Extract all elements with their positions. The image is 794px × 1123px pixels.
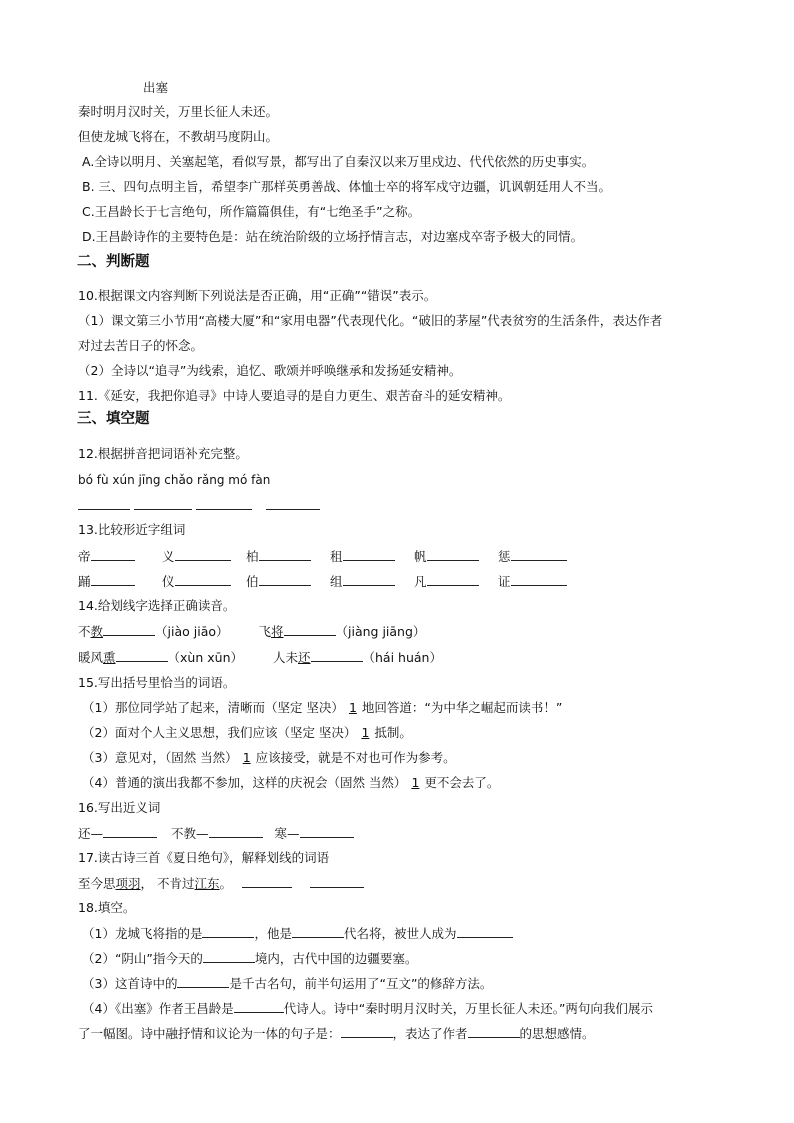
question-13-row-2	[78, 573, 567, 590]
answer-blank[interactable]	[196, 497, 252, 510]
underlined-char: 教	[90, 624, 104, 639]
char: 踊	[78, 574, 91, 589]
reading-options: （hái huán）	[362, 650, 442, 665]
sentence-part: 代名将，被世人成为	[343, 926, 457, 941]
answer-blank[interactable]	[234, 1000, 284, 1013]
underlined-char: 熏	[103, 650, 116, 665]
char: 租	[330, 549, 343, 564]
answer-blank[interactable]	[177, 975, 229, 988]
question-18-3	[82, 975, 492, 992]
word-prefix: 人未	[272, 650, 298, 665]
question-18-5	[78, 1025, 595, 1042]
word-prefix: 暖风	[78, 650, 104, 665]
sentence-part: 地回答道：“为中华之崛起而读书！”	[361, 700, 563, 715]
answer-blank[interactable]	[103, 623, 155, 636]
answer-blank[interactable]	[103, 825, 157, 838]
verse-part: 。	[219, 876, 233, 891]
question-18-4	[82, 1000, 653, 1017]
poem-title: 出塞	[143, 80, 169, 95]
char: 帆	[414, 549, 427, 564]
answer-blank[interactable]	[341, 1025, 393, 1038]
sentence-part: （2）面对个人主义思想，我们应该（坚定 坚决）	[82, 725, 357, 740]
answer-blank[interactable]	[343, 548, 395, 561]
answer-blank[interactable]	[457, 925, 513, 938]
char: 凡	[414, 574, 427, 589]
question-12-pinyin: bó fù xún jīng chǎo rǎng mó fàn	[78, 473, 271, 487]
answer-blank[interactable]	[468, 1025, 520, 1038]
sentence-part: （2）“阴山”指今天的	[82, 951, 203, 966]
question-15-3	[82, 750, 456, 766]
word-label: 不教—	[171, 826, 209, 841]
sentence-part: ，他是	[254, 926, 292, 941]
poem-line-1: 秦时明月汉时关，万里长征人未还。	[78, 104, 279, 119]
answer-blank[interactable]	[310, 875, 364, 888]
sentence-part: 抵制。	[374, 725, 412, 740]
question-14: 14.给划线字选择正确读音。	[78, 598, 236, 613]
answer-blank[interactable]	[300, 825, 354, 838]
underlined-char: 将	[271, 624, 284, 639]
word-label: 还—	[78, 826, 104, 841]
question-10: 10.根据课文内容判断下列说法是否正确，用“正确”“错误”表示。	[78, 288, 437, 303]
answer-mark[interactable]: 1	[242, 750, 251, 765]
sentence-part: （1）龙城飞将指的是	[82, 926, 203, 941]
question-15: 15.写出括号里恰当的词语。	[78, 675, 236, 690]
answer-blank[interactable]	[259, 573, 311, 586]
word-label: 寒—	[274, 826, 300, 841]
sentence-part: ，表达了作者	[392, 1026, 468, 1041]
answer-blank[interactable]	[116, 649, 168, 662]
question-18: 18.填空。	[78, 900, 136, 915]
question-17: 17.读古诗三首《夏日绝句》，解释划线的词语	[78, 850, 330, 865]
sentence-part: 代诗人。诗中“秦时明月汉时关，万里长征人未还。”两句向我们展示	[283, 1001, 653, 1016]
word-prefix: 飞	[258, 624, 271, 639]
question-15-4	[82, 775, 499, 791]
sentence-part: （4）普通的演出我都不参加，这样的庆祝会（固然 当然）	[82, 775, 407, 790]
sentence-part: 的思想感情。	[519, 1026, 595, 1041]
answer-blank[interactable]	[259, 548, 311, 561]
answer-blank[interactable]	[292, 925, 344, 938]
question-12-blanks	[78, 497, 320, 514]
option-d: D.王昌龄诗作的主要特色是：站在统治阶级的立场抒情言志，对边塞戍卒寄予极大的同情。	[82, 229, 584, 244]
question-12: 12.根据拼音把词语补充完整。	[78, 446, 248, 461]
question-14-row-2	[78, 649, 442, 666]
underlined-word: 项羽	[115, 876, 141, 891]
option-b: B. 三、四句点明主旨，希望李广那样英勇善战、体恤士卒的将军戍守边疆，讥讽朝廷用人不当。	[82, 179, 612, 194]
question-16-answers	[78, 825, 354, 842]
question-15-1	[82, 700, 562, 716]
answer-blank[interactable]	[175, 573, 231, 586]
reading-options: （xùn xūn）	[167, 650, 243, 665]
answer-blank[interactable]	[511, 573, 567, 586]
poem-line-2: 但使龙城飞将在，不教胡马度阴山。	[78, 129, 279, 144]
question-15-2	[82, 725, 412, 741]
answer-blank[interactable]	[311, 649, 363, 662]
question-18-2	[82, 950, 417, 967]
char: 证	[498, 574, 511, 589]
answer-mark[interactable]: 1	[411, 775, 420, 790]
sentence-part: （1）那位同学站了起来，清晰而（坚定 坚决）	[82, 700, 344, 715]
verse-part: ， 不肯过	[140, 876, 195, 891]
option-a: A.全诗以明月、关塞起笔，看似写景，都写出了自秦汉以来万里戍边、代代依然的历史事实。	[82, 154, 595, 169]
answer-blank[interactable]	[209, 825, 263, 838]
answer-blank[interactable]	[78, 497, 130, 510]
question-10-2: （2）全诗以“追寻”为线索，追忆、歌颂并呼唤继承和发扬延安精神。	[78, 363, 462, 378]
question-18-1	[82, 925, 513, 942]
char: 组	[330, 574, 343, 589]
sentence-part: 了一幅图。诗中融抒情和议论为一体的句子是：	[78, 1026, 341, 1041]
answer-blank[interactable]	[427, 548, 479, 561]
sentence-part: 应该接受，就是不对也可作为参考。	[255, 750, 456, 765]
char: 义	[162, 549, 175, 564]
question-17-line	[78, 875, 364, 892]
answer-blank[interactable]	[134, 497, 192, 510]
answer-blank[interactable]	[175, 548, 231, 561]
section-title-judgement: 二、判断题	[77, 254, 150, 270]
reading-options: （jiàng jiāng）	[335, 624, 426, 639]
sentence-part: 境内，古代中国的边疆要塞。	[254, 951, 418, 966]
question-11: 11.《延安，我把你追寻》中诗人要追寻的是自力更生、艰苦奋斗的延安精神。	[78, 388, 511, 403]
option-c: C.王昌龄长于七言绝句，所作篇篇俱佳，有“七绝圣手”之称。	[82, 204, 421, 219]
sentence-part: （3）这首诗中的	[82, 976, 178, 991]
question-10-1b: 对过去苦日子的怀念。	[78, 338, 204, 353]
answer-blank[interactable]	[203, 950, 255, 963]
sentence-part: 更不会去了。	[424, 775, 500, 790]
sentence-part: （4）《出塞》作者王昌龄是	[82, 1001, 234, 1016]
answer-blank[interactable]	[511, 548, 567, 561]
char: 伯	[246, 574, 259, 589]
underlined-char: 还	[297, 650, 311, 665]
answer-blank[interactable]	[242, 875, 292, 888]
underlined-word: 江东	[194, 876, 220, 891]
question-10-1a: （1）课文第三小节用“高楼大厦”和“家用电器”代表现代化。“破旧的茅屋”代表贫穷的生活条件，表达作者	[78, 313, 663, 328]
section-title-fill: 三、填空题	[77, 411, 150, 427]
sentence-part: （3）意见对，（固然 当然）	[82, 750, 238, 765]
word-prefix: 不	[78, 624, 91, 639]
answer-mark[interactable]: 1	[361, 725, 370, 740]
answer-blank[interactable]	[91, 548, 135, 561]
answer-blank[interactable]	[91, 573, 135, 586]
char: 帝	[78, 549, 91, 564]
answer-blank[interactable]	[343, 573, 395, 586]
question-13: 13.比较形近字组词	[78, 522, 186, 537]
answer-blank[interactable]	[266, 497, 320, 510]
char: 惩	[498, 549, 511, 564]
char: 柏	[246, 549, 259, 564]
answer-mark[interactable]: 1	[348, 700, 357, 715]
sentence-part: 是千古名句，前半句运用了“互文”的修辞方法。	[229, 976, 493, 991]
question-13-row-1	[78, 548, 567, 565]
answer-blank[interactable]	[202, 925, 254, 938]
reading-options: （jiào jiāo）	[155, 624, 229, 639]
question-16: 16.写出近义词	[78, 800, 161, 815]
answer-blank[interactable]	[284, 623, 336, 636]
char: 仪	[162, 574, 175, 589]
verse-part: 至今思	[78, 876, 116, 891]
question-14-row-1	[78, 623, 425, 640]
answer-blank[interactable]	[427, 573, 479, 586]
